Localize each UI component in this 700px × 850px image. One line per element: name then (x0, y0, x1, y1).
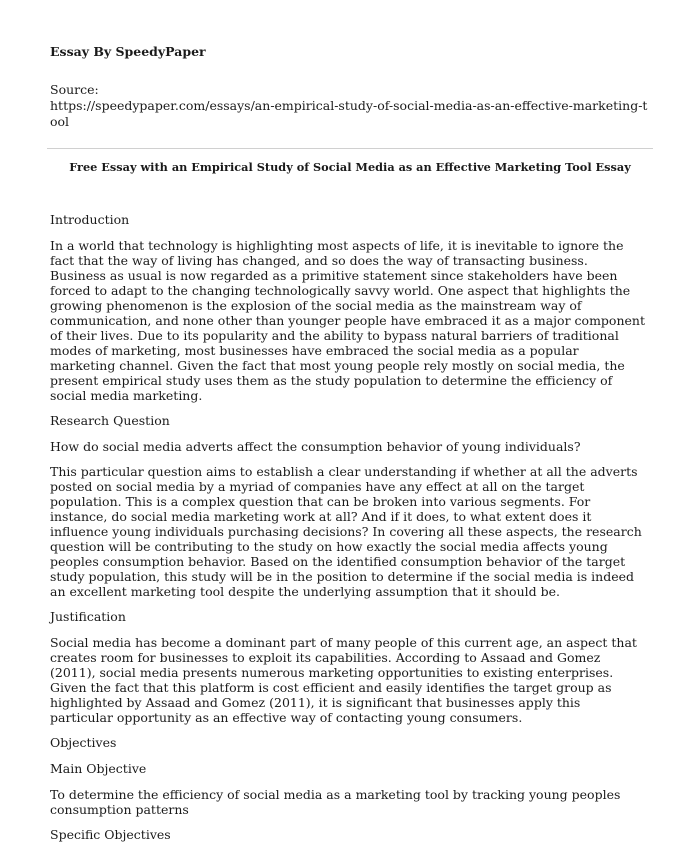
introduction-heading: Introduction (50, 212, 130, 227)
justification-heading: Justification (50, 609, 126, 624)
research-question-text: How do social media adverts affect the consumption behavior of young individuals? (50, 439, 581, 454)
research-question-paragraph: This particular question aims to establish a clear understanding if whether at all the adverts posted on social media by a myriad of companies have any effect at all on the target population. This is a complex question that can be broken into various segments. For instance, do social media marketing work at all? And if it does, to what extent does it influence young individuals purchasing decisions? In covering all these aspects, the research question will be contributing to the study on how exactly the social media affects young peoples consumption behavior. Based on the identified consumption behavior of the target study population, this study will be in the position to determine if the social media is indeed an excellent marketing tool despite the underlying assumption that it should be. (50, 464, 642, 599)
header-divider (47, 148, 653, 149)
justification-paragraph: Social media has become a dominant part of many people of this current age, an aspect that creates room for businesses to exploit its capabilities. According to Assaad and Gomez (2011), social media presents numerous marketing opportunities to existing enterprises. Given the fact that this platform is cost efficient and easily identifies the target group as highlighted by Assaad and Gomez (2011), it is significant that businesses apply this particular opportunity as an effective way of contacting young consumers. (50, 635, 637, 725)
document-brand: Essay By SpeedyPaper (50, 44, 206, 59)
essay-title: Free Essay with an Empirical Study of Social Media as an Effective Marketing Tool Essay (69, 160, 631, 174)
source-block (50, 82, 650, 130)
source-label: Source: (50, 82, 99, 97)
main-objective-heading: Main Objective (50, 761, 147, 776)
research-question-heading: Research Question (50, 413, 170, 428)
specific-objectives-heading: Specific Objectives (50, 827, 171, 842)
objectives-heading: Objectives (50, 735, 117, 750)
main-objective-paragraph: To determine the efficiency of social media as a marketing tool by tracking young peoples consumption patterns (50, 787, 621, 817)
source-url-link[interactable]: https://speedypaper.com/essays/an-empirical-study-of-social-media-as-an-effective-marketing-tool (50, 98, 648, 129)
introduction-paragraph: In a world that technology is highlighting most aspects of life, it is inevitable to ignore the fact that the way of living has changed, and so does the way of transacting business. Business as usual is now regarded as a primitive statement since stakeholders have been forced to adapt to the changing technologically savvy world. One aspect that highlights the growing phenomenon is the explosion of the social media as the mainstream way of communication, and none other than younger people have embraced it as a major component of their lives. Due to its popularity and the ability to bypass natural barriers of traditional modes of marketing, most businesses have embraced the social media as a popular marketing channel. Given the fact that most young people rely mostly on social media, the present empirical study uses them as the study population to determine the efficiency of social media marketing. (50, 238, 645, 403)
